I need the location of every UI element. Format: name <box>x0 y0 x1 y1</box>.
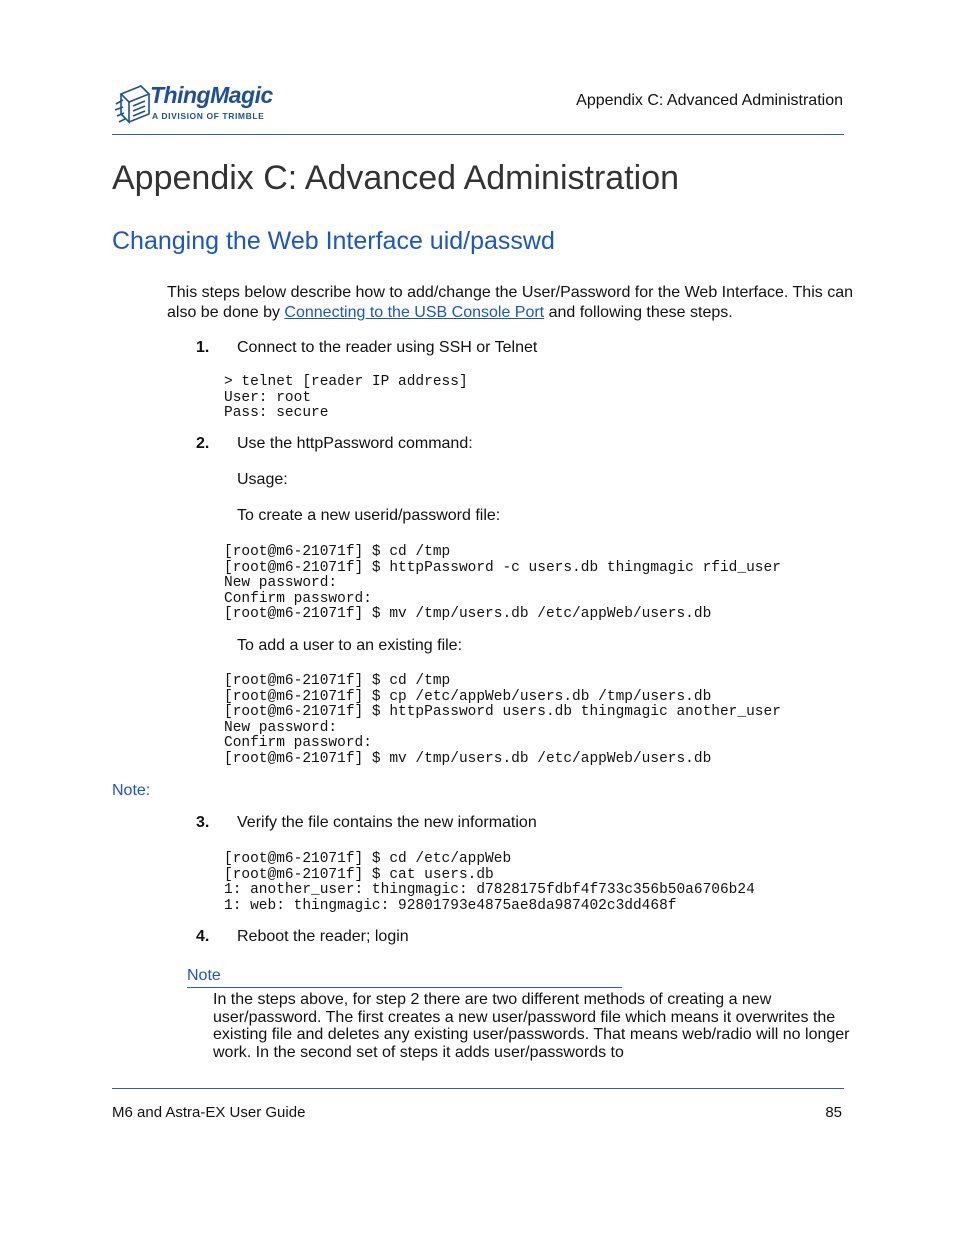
note-heading: Note <box>187 967 221 984</box>
logo-reader-icon <box>113 80 153 128</box>
step-2-number: 2. <box>196 435 210 452</box>
footer-guide-title: M6 and Astra-EX User Guide <box>112 1104 306 1121</box>
intro-paragraph <box>167 283 857 323</box>
step-4-number: 4. <box>196 928 210 945</box>
logo-wordmark: ThingMagic <box>150 82 273 108</box>
inline-note-label: Note: <box>112 782 151 799</box>
step-4-text: Reboot the reader; login <box>237 928 409 945</box>
footer-rule <box>112 1088 844 1089</box>
step-1-number: 1. <box>196 339 210 356</box>
add-user-label: To add a user to an existing file: <box>237 637 463 654</box>
usage-label: Usage: <box>237 471 288 488</box>
page-number: 85 <box>825 1104 842 1121</box>
header-rule <box>112 134 844 135</box>
note-rule <box>187 987 622 988</box>
usb-console-link[interactable]: Connecting to the USB Console Port <box>284 304 545 321</box>
step-3-number: 3. <box>196 814 210 831</box>
running-header: Appendix C: Advanced Administration <box>576 92 843 109</box>
intro-text-before: This steps below describe how to add/change the User/Password for the Web Interface. This can also be done by <box>167 284 853 321</box>
section-heading: Changing the Web Interface uid/passwd <box>112 227 555 255</box>
logo-tagline: A DIVISION OF TRIMBLE <box>152 111 265 121</box>
create-file-label: To create a new userid/password file: <box>237 507 501 524</box>
step-1-text: Connect to the reader using SSH or Telnet <box>237 339 538 356</box>
add-user-code: [root@m6-21071f] $ cd /tmp [root@m6-21071f] $ cp /etc/appWeb/users.db /tmp/users.db [root@m6-21071f] $ httpPassword users.db thingmagic another_user New password: Confirm password: [root@m6-21071f] $ mv /tmp/users.db /etc/appWeb/users.db <box>224 673 781 767</box>
note-body: In the steps above, for step 2 there are two different methods of creating a new user/password. The first creates a new user/password file which means it overwrites the existing file and deletes any existing user/passwords. That means web/radio will no longer work. In the second set of steps it adds user/passwords to <box>213 991 850 1061</box>
intro-text-after: and following these steps. <box>544 304 733 321</box>
step-1-code: > telnet [reader IP address] User: root Pass: secure <box>224 374 468 421</box>
create-file-code: [root@m6-21071f] $ cd /tmp [root@m6-21071f] $ httpPassword -c users.db thingmagic rfid_user New password: Confirm password: [root@m6-21071f] $ mv /tmp/users.db /etc/appWeb/users.db <box>224 544 781 622</box>
step-3-code: [root@m6-21071f] $ cd /etc/appWeb [root@m6-21071f] $ cat users.db 1: another_user: thingmagic: d7828175fdbf4f733c356b50a6706b24 1: web: thingmagic: 92801793e4875ae8da987402c3dd468f <box>224 851 755 914</box>
page-title: Appendix C: Advanced Administration <box>112 159 680 197</box>
step-2-text: Use the httpPassword command: <box>237 435 473 452</box>
step-3-text: Verify the file contains the new information <box>237 814 537 831</box>
thingmagic-logo <box>113 80 283 130</box>
